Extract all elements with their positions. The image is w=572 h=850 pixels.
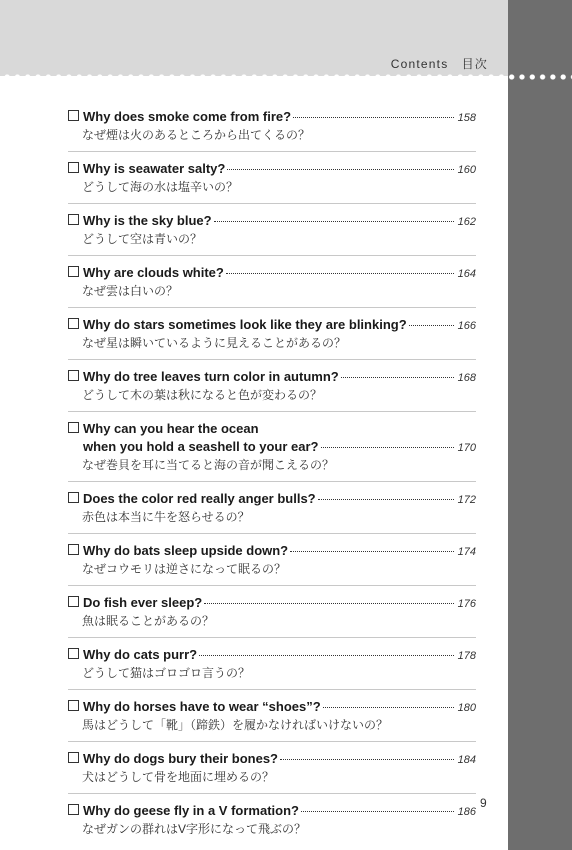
entry-title-ja: なぜ星は瞬いているように見えることがあるの？ <box>82 336 347 350</box>
dot-leader <box>321 447 455 448</box>
checkbox-icon <box>68 318 79 329</box>
side-tab-band <box>508 0 572 850</box>
entry-title-ja: なぜ煙は火のあるところから出てくるの？ <box>82 128 311 142</box>
entry-page-number: 168 <box>457 372 476 384</box>
entry-title-ja: どうして猫はゴロゴロ言うの？ <box>82 666 251 680</box>
entry-title-ja: なぜ雲は白いの？ <box>82 284 179 298</box>
dot-leader <box>204 603 454 604</box>
section-title: Contents 目次 <box>390 57 488 71</box>
toc-entry[interactable] <box>68 316 476 360</box>
entry-page-number: 162 <box>457 216 476 228</box>
entry-page-number: 186 <box>457 806 476 818</box>
entry-title-en: Why are clouds white? <box>83 265 224 280</box>
page-number: 9 <box>480 796 487 810</box>
toc-entry[interactable] <box>68 368 476 412</box>
entry-title-en: Why does smoke come from fire? <box>83 109 292 124</box>
entry-title-en: Why do dogs bury their bones? <box>83 751 278 766</box>
entry-title-ja: 魚は眠ることがあるの？ <box>82 614 215 628</box>
entry-title-ja: 赤色は本当に牛を怒らせるの？ <box>82 510 250 524</box>
toc-entry[interactable] <box>68 160 476 204</box>
toc-entry[interactable] <box>68 750 476 794</box>
checkbox-icon <box>68 266 79 277</box>
dot-leader <box>318 499 454 500</box>
checkbox-icon <box>68 110 79 121</box>
dot-leader <box>290 551 454 552</box>
entry-title-ja: 馬はどうして「靴」（蹄鉄）を履かなければいけないの？ <box>82 718 389 732</box>
checkbox-icon <box>68 700 79 711</box>
entry-title-en: Why do geese fly in a V formation? <box>83 803 299 818</box>
checkbox-icon <box>68 492 79 503</box>
entry-page-number: 160 <box>457 164 476 176</box>
checkbox-icon <box>68 648 79 659</box>
dot-leader <box>280 759 454 760</box>
entry-title-en: Why is seawater salty? <box>83 161 226 176</box>
toc-entry[interactable] <box>68 490 476 534</box>
toc-entry[interactable] <box>68 212 476 256</box>
entry-title-ja: どうして木の葉は秋になると色が変わるの？ <box>82 388 323 402</box>
entry-title-ja: どうして空は青いの？ <box>82 232 203 246</box>
entry-page-number: 170 <box>457 442 476 454</box>
dot-leader <box>341 377 454 378</box>
dot-leader <box>323 707 454 708</box>
dot-leader <box>301 811 454 812</box>
dot-leader <box>214 221 454 222</box>
entry-page-number: 164 <box>457 268 476 280</box>
entry-title-ja: なぜ巻貝を耳に当てると海の音が聞こえるの？ <box>82 458 335 472</box>
entry-page-number: 180 <box>457 702 476 714</box>
entry-page-number: 158 <box>457 112 476 124</box>
indent-spacer <box>68 440 79 451</box>
entry-title-ja: どうして海の水は塩辛いの？ <box>82 180 239 194</box>
toc-entry[interactable] <box>68 646 476 690</box>
entry-title-ja: なぜガンの群れはV字形になって飛ぶの？ <box>82 822 307 836</box>
entry-title-ja: 犬はどうして骨を地面に埋めるの？ <box>82 770 275 784</box>
entry-title-en: Why do cats purr? <box>83 647 198 662</box>
entry-title-en: Why do horses have to wear “shoes”? <box>83 699 321 714</box>
entry-page-number: 176 <box>457 598 476 610</box>
entry-title-en: Why do stars sometimes look like they are blinking? <box>83 317 407 332</box>
dot-leader <box>293 117 454 118</box>
entry-page-number: 184 <box>457 754 476 766</box>
entry-title-en-line1: Why can you hear the ocean <box>83 421 259 436</box>
entry-title-en: Why is the sky blue? <box>83 213 212 228</box>
toc-entry[interactable] <box>68 594 476 638</box>
toc-entry[interactable] <box>68 420 476 482</box>
checkbox-icon <box>68 544 79 555</box>
toc-entry[interactable] <box>68 698 476 742</box>
entry-title-ja: なぜコウモリは逆さになって眠るの？ <box>82 562 287 576</box>
toc-entry[interactable] <box>68 802 476 845</box>
entry-page-number: 178 <box>457 650 476 662</box>
dotted-border <box>0 73 572 81</box>
entry-title-en: Why do bats sleep upside down? <box>83 543 289 558</box>
entry-page-number: 174 <box>457 546 476 558</box>
dot-leader <box>226 273 454 274</box>
entry-title-en: Do fish ever sleep? <box>83 595 203 610</box>
toc-entry[interactable] <box>68 542 476 586</box>
dot-leader <box>409 325 454 326</box>
entry-title-en: Why do tree leaves turn color in autumn? <box>83 369 339 384</box>
toc-entry[interactable] <box>68 264 476 308</box>
checkbox-icon <box>68 596 79 607</box>
dot-leader <box>199 655 454 656</box>
checkbox-icon <box>68 162 79 173</box>
entry-page-number: 172 <box>457 494 476 506</box>
checkbox-icon <box>68 422 79 433</box>
checkbox-icon <box>68 752 79 763</box>
table-of-contents <box>68 108 476 850</box>
entry-title-en-line2: when you hold a seashell to your ear? <box>83 439 319 454</box>
toc-entry[interactable] <box>68 108 476 152</box>
entry-page-number: 166 <box>457 320 476 332</box>
dot-leader <box>227 169 454 170</box>
entry-title-en: Does the color red really anger bulls? <box>83 491 316 506</box>
checkbox-icon <box>68 370 79 381</box>
checkbox-icon <box>68 804 79 815</box>
checkbox-icon <box>68 214 79 225</box>
